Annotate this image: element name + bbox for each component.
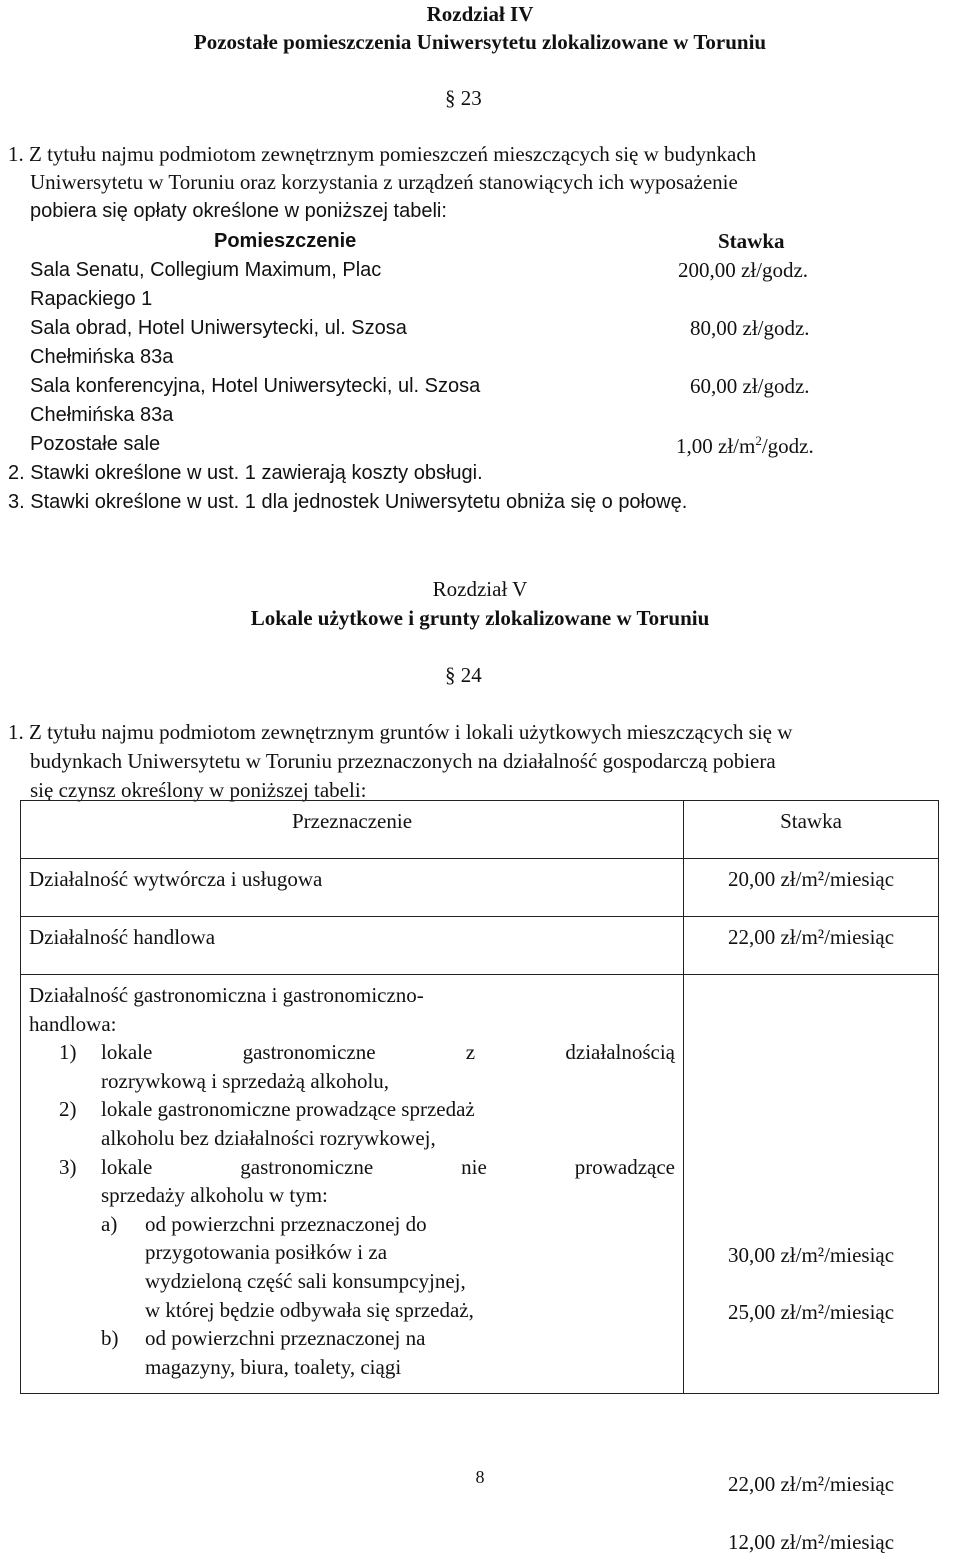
ch4-p3: 3. Stawki określone w ust. 1 dla jednostek Uniwersytetu obniża się o połowę. [8,491,688,513]
ch4-p1-line1: 1. Z tytułu najmu podmiotom zewnętrznym pomieszczeń mieszczących się w budynkach [8,142,757,166]
list-item-3a: a) od powierzchni przeznaczonej do przygotowania posiłków i za wydzieloną część sali konsumpcyjnej, w której będzie odbywała się sprzedaż, [101,1211,474,1322]
ch5-p1-line1: 1. Z tytułu najmu podmiotom zewnętrznym gruntów i lokali użytkowych mieszczących się w [8,720,793,744]
ch4-p1-line2: Uniwersytetu w Toruniu oraz korzystania z urządzeń stanowiących ich wyposażenie [30,170,738,194]
rate-item-1: 30,00 zł/m²/miesiąc [727,1243,895,1267]
list-item-3b: b) od powierzchni przeznaczonej na magazyny, biura, toalety, ciągi [101,1326,426,1379]
chapter-5-title: Rozdział V [432,577,528,601]
rent-table [20,800,939,1554]
header-rate: Stawka [684,801,939,859]
list-item-2: 2) lokale gastronomiczne prowadzące sprzedaż alkoholu bez działalności rozrywkowej, [59,1097,475,1150]
room-row-4-line1: Pozostałe sale [30,433,161,455]
header-rate: Stawka [718,229,785,253]
ch4-p2: 2. Stawki określone w ust. 1 zawierają koszty obsługi. [8,462,483,484]
chapter-4-title: Rozdział IV [426,2,534,26]
rate-item-3a: 22,00 zł/m²/miesiąc [727,1472,895,1496]
room-row-3-line2: Chełmińska 83a [30,404,174,426]
ch5-p1-line2: budynkach Uniwersytetu w Toruniu przeznaczonych na działalność gospodarczą pobiera [30,749,776,773]
header-purpose: Przeznaczenie [21,801,684,859]
purpose-cell: Działalność handlowa [21,917,684,975]
gastronomy-intro-line2: handlowa: [29,1011,117,1036]
room-row-1-rate: 200,00 zł/godz. [678,258,809,282]
room-row-3-line1: Sala konferencyjna, Hotel Uniwersytecki, ul. Szosa [30,375,481,397]
room-row-3-rate: 60,00 zł/godz. [690,374,810,398]
room-row-1-line1: Sala Senatu, Collegium Maximum, Plac [30,259,382,281]
rate-item-3b: 12,00 zł/m²/miesiąc [727,1530,895,1554]
chapter-4-subtitle: Pozostałe pomieszczenia Uniwersytetu zlokalizowane w Toruniu [193,30,767,54]
gastronomy-purpose-cell [21,975,684,1394]
rate-cell: 22,00 zł/m²/miesiąc [684,917,939,975]
chapter-5-subtitle: Lokale użytkowe i grunty zlokalizowane w Toruniu [250,606,710,630]
room-row-1-line2: Rapackiego 1 [30,288,153,310]
gastronomy-rate-cell [684,975,939,1554]
room-row-2-line2: Chełmińska 83a [30,346,174,368]
rate-cell: 20,00 zł/m²/miesiąc [684,859,939,917]
rent-row [21,917,939,975]
header-room: Pomieszczenie [214,230,357,252]
room-row-4-rate: 1,00 $zł/m^2$/godz. [676,433,814,458]
list-item-1: 1) lokale gastronomiczne z działalnością rozrywkową i sprzedażą alkoholu, [59,1040,675,1093]
rent-table-header [21,801,939,859]
page-number: 8 [475,1467,485,1487]
ch5-p1-line3: się czynsz określony w poniższej tabeli: [30,778,367,802]
room-row-2-rate: 80,00 zł/godz. [690,316,810,340]
ch4-p1-line3: pobiera się opłaty określone w poniższej tabeli: [30,200,447,222]
rent-row-gastronomy [21,975,939,1394]
rent-row [21,859,939,917]
purpose-cell: Działalność wytwórcza i usługowa [21,859,684,917]
room-row-2-line1: Sala obrad, Hotel Uniwersytecki, ul. Szosa [30,317,407,339]
rate-item-2: 25,00 zł/m²/miesiąc [727,1300,895,1324]
gastronomy-intro-line1: Działalność gastronomiczna i gastronomiczno- [29,983,424,1007]
section-23: § 23 [445,86,482,110]
list-item-3: 3) lokale gastronomiczne nie prowadzące sprzedaży alkoholu w tym: [59,1154,675,1208]
section-24: § 24 [445,663,482,687]
